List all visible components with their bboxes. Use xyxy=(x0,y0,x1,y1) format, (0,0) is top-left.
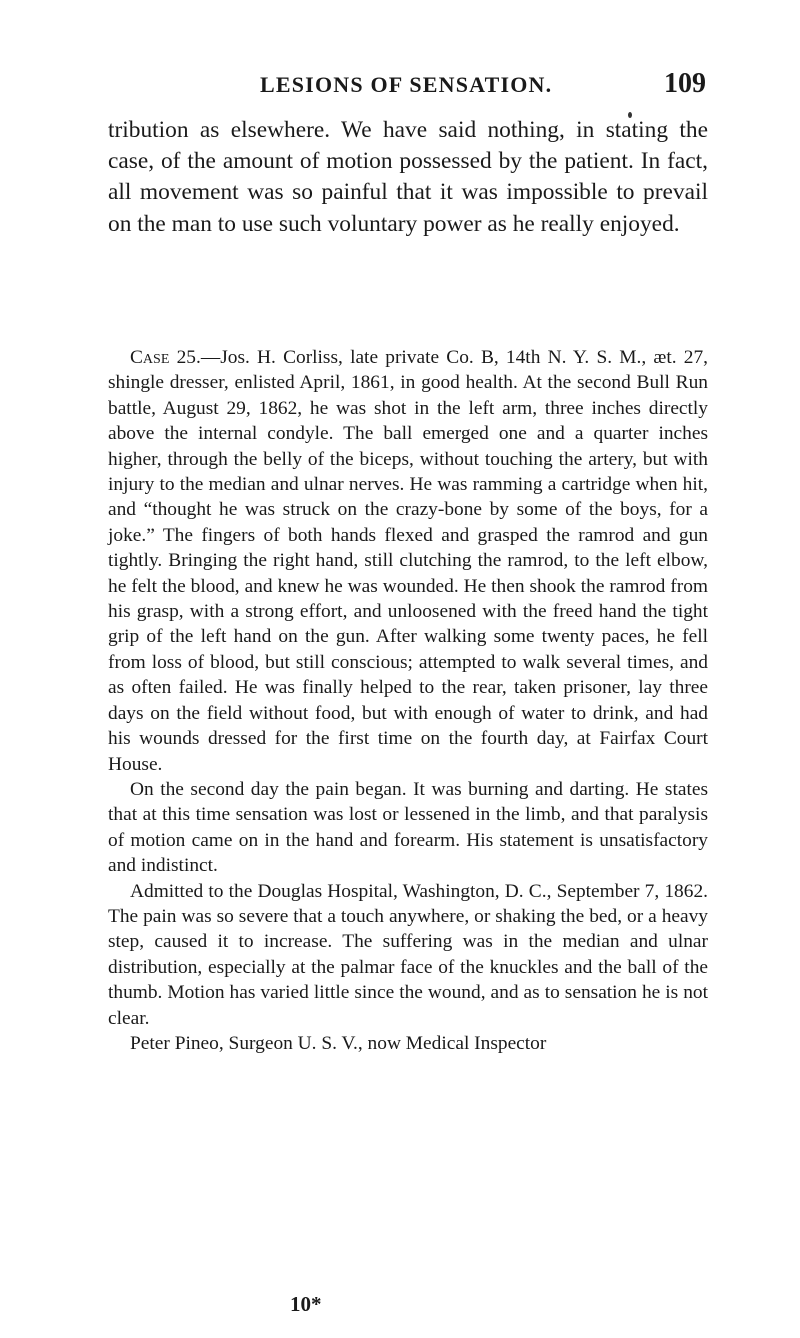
case-paragraph-1 xyxy=(108,345,708,777)
running-head: LESIONS OF SENSATION. xyxy=(260,72,553,97)
case-paragraph-3: Admitted to the Douglas Hospital, Washington, D. C., September 7, 1862. The pain was so severe that a touch anywhere, or shaking the bed, or a heavy step, caused it to increase. The suffering was in the median and ulnar distribution, especially at the palmar face of the knuckles and the ball of the thumb. Motion has varied little since the wound, and as to sensation he is not clear. xyxy=(108,880,708,1029)
page-number: 109 xyxy=(664,68,706,99)
case-paragraph-2: On the second day the pain began. It was burning and darting. He states that at this time sensation was lost or lessened in the limb, and that paralysis of motion came on in the hand and forearm. His statement is unsatisfactory and indistinct. xyxy=(108,778,708,877)
case-paragraph-4: Peter Pineo, Surgeon U. S. V., now Medical Inspector xyxy=(130,1032,547,1054)
case-paragraph-1-text: —Jos. H. Corliss, late private Co. B, 14th N. Y. S. M., æt. 27, shingle dresser, enlisted April, 1861, in good health. At the second Bull Run battle, August 29, 1862, he was shot in the left arm, three inches directly above the internal condyle. The ball emerged one and a quarter inches higher, through the belly of the biceps, without touching the artery, but with injury to the median and ulnar nerves. He was ramming a cartridge when hit, and “thought he was struck on the crazy-bone by some of the boys, for a joke.” The fingers of both hands flexed and grasped the ramrod and gun tightly. Bringing the right hand, still clutching the ramrod, to the left elbow, he felt the blood, and knew he was wounded. He then shook the ramrod from his grasp, with a strong effort, and unloosened with the freed hand the tight grip of the left hand on the gun. After walking some twenty paces, he fell from loss of blood, but still conscious; attempted to walk several times, and as often failed. He was finally helped to the rear, taken prisoner, lay three days on the field without food, but with enough of water to drink, and had his wounds dressed for the first time on the fourth day, at Fairfax Court House. xyxy=(108,347,708,775)
signature-mark: 10* xyxy=(290,1292,322,1316)
intro-paragraph: tribution as elsewhere. We have said nothing, in stating the case, of the amount of motion possessed by the patient. In fact, all movement was so painful that it was impossible to prevail on the man to use such voluntary power as he really enjoyed. xyxy=(108,117,708,237)
case-label: Case 25. xyxy=(130,347,201,368)
intro-paragraph-block xyxy=(108,115,708,240)
page-header xyxy=(108,68,708,102)
case-report xyxy=(108,345,708,1056)
